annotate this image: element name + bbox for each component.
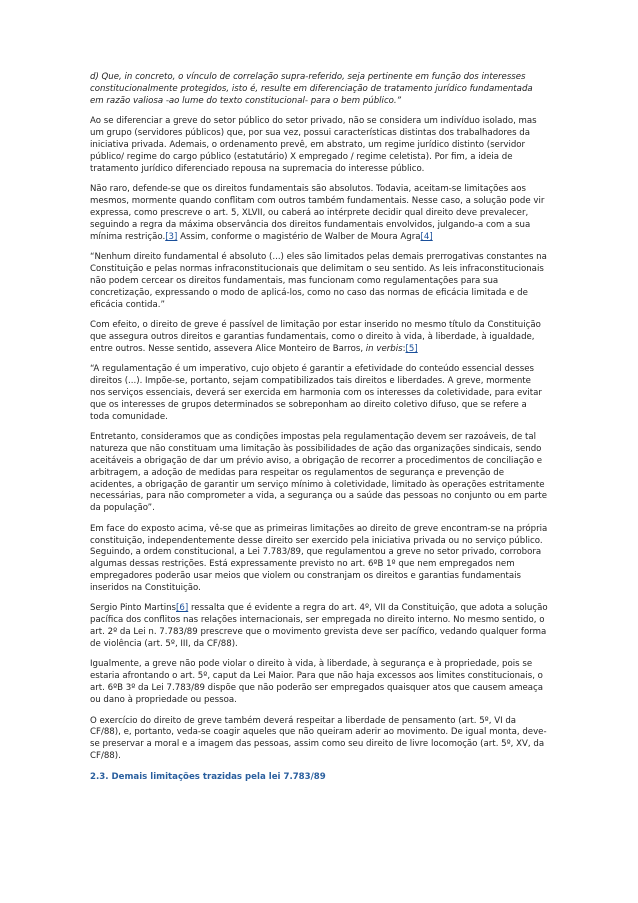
footnote-link-4[interactable]: [4] <box>420 231 433 242</box>
paragraph: Ao se diferenciar a greve do setor público do setor privado, não se considera um indivíduo isolado, mas um grupo (servidores públicos) que, por sua vez, possui características distintas dos trabalhadores da iniciativa privada. Ademais, o ordenamento prevê, em abstrato, um regime jurídico distinto (servidor público/ regime do cargo público (estatutário) X empregado / regime celetista). Por fim, a ideia de tratamento jurídico diferenciado repousa na supremacia do interesse público. <box>90 116 537 174</box>
paragraph <box>90 320 548 356</box>
paragraph <box>90 184 548 244</box>
section-heading: 2.3. Demais limitações trazidas pela lei 7.783/89 <box>90 771 326 782</box>
document-body <box>90 72 548 792</box>
footnote-link-6[interactable]: [6] <box>176 603 189 614</box>
colon: : <box>402 343 406 354</box>
footnote-link-3[interactable]: [3] <box>165 231 178 242</box>
paragraph-text: Com efeito, o direito de greve é passível de limitação por estar inserido no mesmo título da Constituição que assegura outros direitos e garantias fundamentais, como o direito à vida, à liberdade, à igualdade, entre outros. Nesse sentido, assevera Alice Monteiro de Barros, <box>90 319 541 354</box>
paragraph-text: Não raro, defende-se que os direitos fundamentais são absolutos. Todavia, aceitam-se limitações aos mesmos, mormente quando conflitam com outros também fundamentais. Nesse caso, a solução pode vir expressa, como prescreve o art. 5, XLVII, ou caberá ao intérprete decidir qual direito deve prevalecer, seguindo a regra da máxima observância dos direitos fundamentais envolvidos, julgando-a com a sua mínima restrição. <box>90 184 545 242</box>
latin-term: in verbis <box>365 343 403 354</box>
block-quote: Entretanto, consideramos que as condições impostas pela regulamentação devem ser razoáveis, de tal natureza que não constituam uma limitação às possibilidades de ação das organizações sindicais, sendo aceitáveis a obrigação de dar um prévio aviso, a obrigação de recorrer a procedimentos de conciliação e arbitragem, a adoção de medidas para respeitar os regulamentos de segurança e prevenção de acidentes, a obrigação de garantir um serviço mínimo à coletividade, limitado às operações estritamente necessárias, para não comprometer a vida, a segurança ou a saúde das pessoas no conjunto ou em parte da população”. <box>90 431 548 514</box>
block-quote: “Nenhum direito fundamental é absoluto (...) eles são limitados pelas demais prerrogativas constantes na Constituição e pelas normas infraconstitucionais que delimitam o seu sentido. As leis infraconstitucionais não podem cercear os direitos fundamentais, mas funcionam como regulamentações para sua concretização, expressando o modo de aplicá-los, como no caso das normas de eficácia limitada e de eficácia contida.” <box>90 251 547 310</box>
paragraph: Em face do exposto acima, vê-se que as primeiras limitações ao direito de greve encontram-se na própria constituição, independentemente desse direito ser exercido pela iniciativa privada ou no serviço público. Seguindo, a ordem constitucional, a Lei 7.783/89, que regulamentou a greve no setor privado, corrobora algumas dessas restrições. Está expressamente previsto no art. 6ºB 1º que nem empregados nem empregadores poderão usar meios que violem ou constranjam os direitos e garantias fundamentais inseridos na Constituição. <box>90 523 548 594</box>
paragraph: Igualmente, a greve não pode violar o direito à vida, à liberdade, à segurança e à propriedade, pois se estaria afrontando o art. 5º, caput da Lei Maior. Para que não haja excessos aos limites constitucionais, o art. 6ºB 3º da Lei 7.783/89 dispõe que não poderão ser empregados quaisquer atos que causem ameaça ou dano à propriedade ou pessoa. <box>90 659 544 706</box>
author-name: Sergio Pinto Martins <box>90 603 177 614</box>
footnote-link-5[interactable]: [5] <box>405 343 418 354</box>
paragraph-text: ressalta que é evidente a regra do art. 4º, VII da Constituição, que adota a solução pacífica dos conflitos nas relações internacionais, ser empregada no direito interno. No mesmo sentido, o art. 2º da Lei n. 7.783/89 prescreve que o movimento grevista deve ser pacífico, vedando qualquer forma de violência (art. 5º, III, da CF/88). <box>90 603 548 650</box>
paragraph <box>90 603 548 651</box>
paragraph: O exercício do direito de greve também deverá respeitar a liberdade de pensamento (art. 5º, VI da CF/88), e, portanto, veda-se coagir aqueles que não queiram aderir ao movimento. De igual monta, deve-se preservar a moral e a imagem das pessoas, assim como seu direito de livre locomoção (art. 5º, XV, da CF/88). <box>90 715 547 762</box>
paragraph-text: Assim, conforme o magistério de Walber de Moura Agra <box>177 231 421 242</box>
quote-continuation: d) Que, in concreto, o vínculo de correlação supra-referido, seja pertinente em função dos interesses constitucionalmente protegidos, isto é, resulte em diferenciação de tratamento jurídico fundamentada em razão valiosa -ao lume do texto constitucional- para o bem público.” <box>90 72 533 106</box>
block-quote: “A regulamentação é um imperativo, cujo objeto é garantir a efetividade do conteúdo essencial desses direitos (...). Impõe-se, portanto, sejam compatibilizados tais direitos e liberdades. A greve, mormente nos serviços essenciais, deverá ser exercida em harmonia com os interesses da coletividade, para evitar que os interesses de grupos determinados se sobreponham ao direito coletivo difuso, que se refere a toda comunidade. <box>90 363 542 422</box>
